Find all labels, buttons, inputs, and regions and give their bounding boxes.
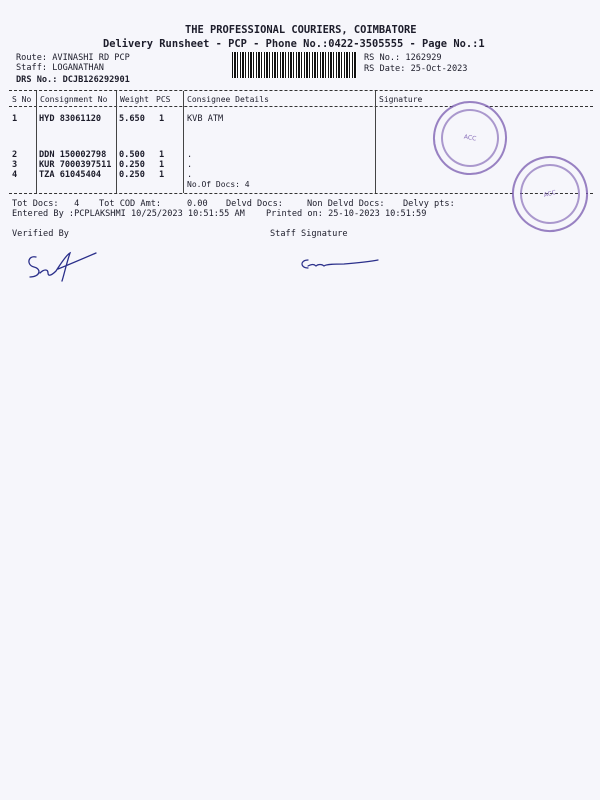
drs-number: DRS No.: DCJB126292901 <box>16 75 130 85</box>
table-row-weight: 0.250 <box>119 170 145 180</box>
table-row-consignee: . <box>187 150 193 160</box>
barcode <box>232 52 357 78</box>
col-divider <box>116 91 117 193</box>
col-header-consignee: Consignee Details <box>187 95 269 104</box>
route-label: Route: AVINASHI RD PCP <box>16 53 130 63</box>
col-header-sno: S No <box>12 95 32 104</box>
rs-date: RS Date: 25-Oct-2023 <box>364 64 468 74</box>
col-header-signature: Signature <box>379 95 423 104</box>
runsheet-subtitle: Delivery Runsheet - PCP - Phone No.:0422-3505555 - Page No.:1 <box>103 38 485 50</box>
table-row-pcs: 1 <box>159 160 165 170</box>
delvd-docs: Delvd Docs: <box>226 199 283 209</box>
table-row-weight: 5.650 <box>119 114 145 124</box>
table-row-pcs: 1 <box>159 170 165 180</box>
table-row-consignment: HYD 83061120 <box>39 114 102 124</box>
table-row-sno: 3 <box>12 160 18 170</box>
table-row-weight: 0.500 <box>119 150 145 160</box>
table-row-consignee: . <box>187 160 193 170</box>
table-row-sno: 2 <box>12 150 18 160</box>
table-row-consignee: . <box>187 170 193 180</box>
delvy-pts: Delvy pts: <box>403 199 455 209</box>
verified-signature-icon <box>22 245 102 285</box>
no-of-docs: No.Of Docs: 4 <box>187 180 250 189</box>
col-header-consignment: Consignment No <box>40 95 108 104</box>
col-divider <box>183 91 184 193</box>
table-row-consignment: DDN 150002798 <box>39 150 107 160</box>
table-row-sno: 1 <box>12 114 18 124</box>
tot-docs: Tot Docs: 4 <box>12 199 80 209</box>
table-row-consignment: KUR 7000397511 <box>39 160 112 170</box>
col-header-weight: Weight <box>120 95 149 104</box>
company-title: THE PROFESSIONAL COURIERS, COIMBATORE <box>185 24 417 36</box>
staff-signature-label: Staff Signature <box>270 229 348 239</box>
rs-number: RS No.: 1262929 <box>364 53 442 63</box>
table-row-sno: 4 <box>12 170 18 180</box>
col-header-pcs: PCS <box>156 95 171 104</box>
col-divider <box>375 91 376 193</box>
table-header-rule <box>9 106 593 107</box>
staff-label: Staff: LOGANATHAN <box>16 63 104 73</box>
bank-stamp-icon: ACC <box>427 95 513 181</box>
staff-signature-icon <box>296 254 386 274</box>
table-row-consignment: TZA 61045404 <box>39 170 102 180</box>
bank-stamp-icon: ACC <box>503 147 596 240</box>
tot-cod-amt: Tot COD Amt: 0.00 <box>99 199 208 209</box>
table-top-rule <box>9 90 593 91</box>
col-divider <box>36 91 37 193</box>
verified-by-label: Verified By <box>12 229 69 239</box>
table-row-consignee: KVB ATM <box>187 114 224 124</box>
table-bottom-rule <box>9 193 593 194</box>
table-row-pcs: 1 <box>159 150 165 160</box>
table-row-weight: 0.250 <box>119 160 145 170</box>
entered-by: Entered By :PCPLAKSHMI 10/25/2023 10:51:55 AM <box>12 209 245 219</box>
printed-on: Printed on: 25-10-2023 10:51:59 <box>266 209 427 219</box>
non-delvd-docs: Non Delvd Docs: <box>307 199 385 209</box>
table-row-pcs: 1 <box>159 114 165 124</box>
